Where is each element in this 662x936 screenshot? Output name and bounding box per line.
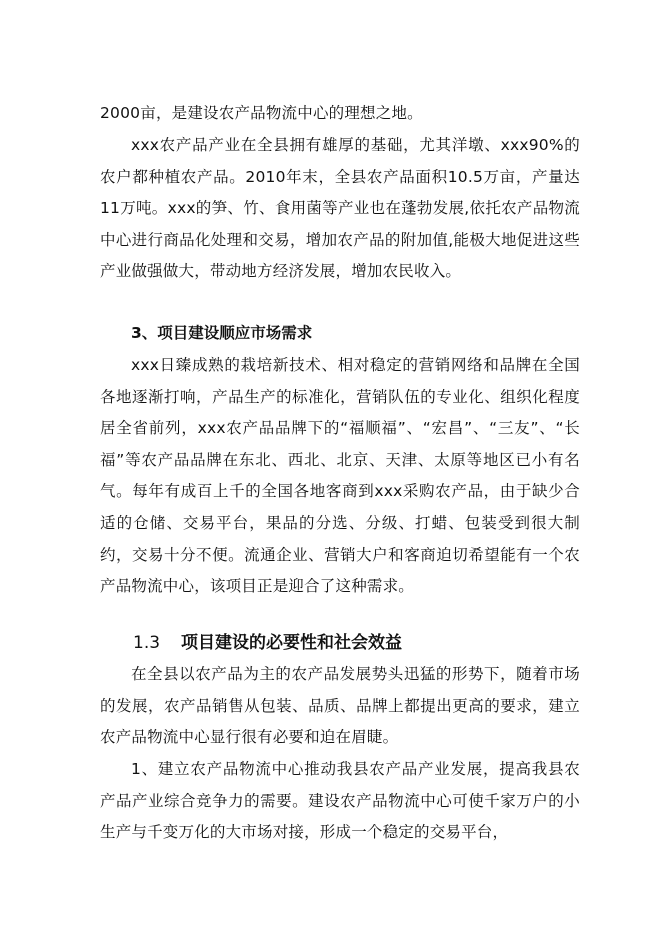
subheading-market-demand: 3、项目建设顺应市场需求 [131,324,313,342]
paragraph-industry-base: xxx农产品产业在全县拥有雄厚的基础，尤其洋墩、xxx90%的农户都种植农产品。2010年末，全县农产品面积10.5万亩，产量达11万吨。xxx的笋、竹、食用菌等产业也在蓬勃发展,依托农产品物流中心进行商品化处理和交易，增加农产品的附加值,能极大地促进这些产业做强做大，带动地方经济发展，增加农民收入。 [100,136,580,281]
paragraph-competitiveness: 1、建立农产品物流中心推动我县农产品产业发展，提高我县农产品产业综合竞争力的需要。建设农产品物流中心可使千家万户的小生产与千变万化的大市场对接，形成一个稳定的交易平台， [100,760,580,842]
paragraph-necessity: 在全县以农产品为主的农产品发展势头迅猛的形势下，随着市场的发展，农产品销售从包装、品质、品牌上都提出更高的要求，建立农产品物流中心显行很有必要和迫在眉睫。 [100,665,580,747]
section-number: 1.3 [133,633,161,653]
section-heading [133,627,553,659]
section-title: 项目建设的必要性和社会效益 [181,633,402,653]
paragraph-market-demand: xxx日臻成熟的栽培新技术、相对稳定的营销网络和品牌在全国各地逐渐打响，产品生产的标准化，营销队伍的专业化、组织化程度居全省前列，xxx农产品品牌下的“福顺福”、“宏昌”、“三友”、“长福”等农产品品牌在东北、西北、北京、天津、太原等地区已小有名气。每年有成百上千的全国各地客商到xxx采购农产品，由于缺少合适的仓储、交易平台，果品的分选、分级、打蜡、包装受到很大制约，交易十分不便。流通企业、营销大户和客商迫切希望能有一个农产品物流中心，该项目正是迎合了这种需求。 [100,356,580,596]
paragraph-land-area: 2000亩，是建设农产品物流中心的理想之地。 [100,104,423,122]
